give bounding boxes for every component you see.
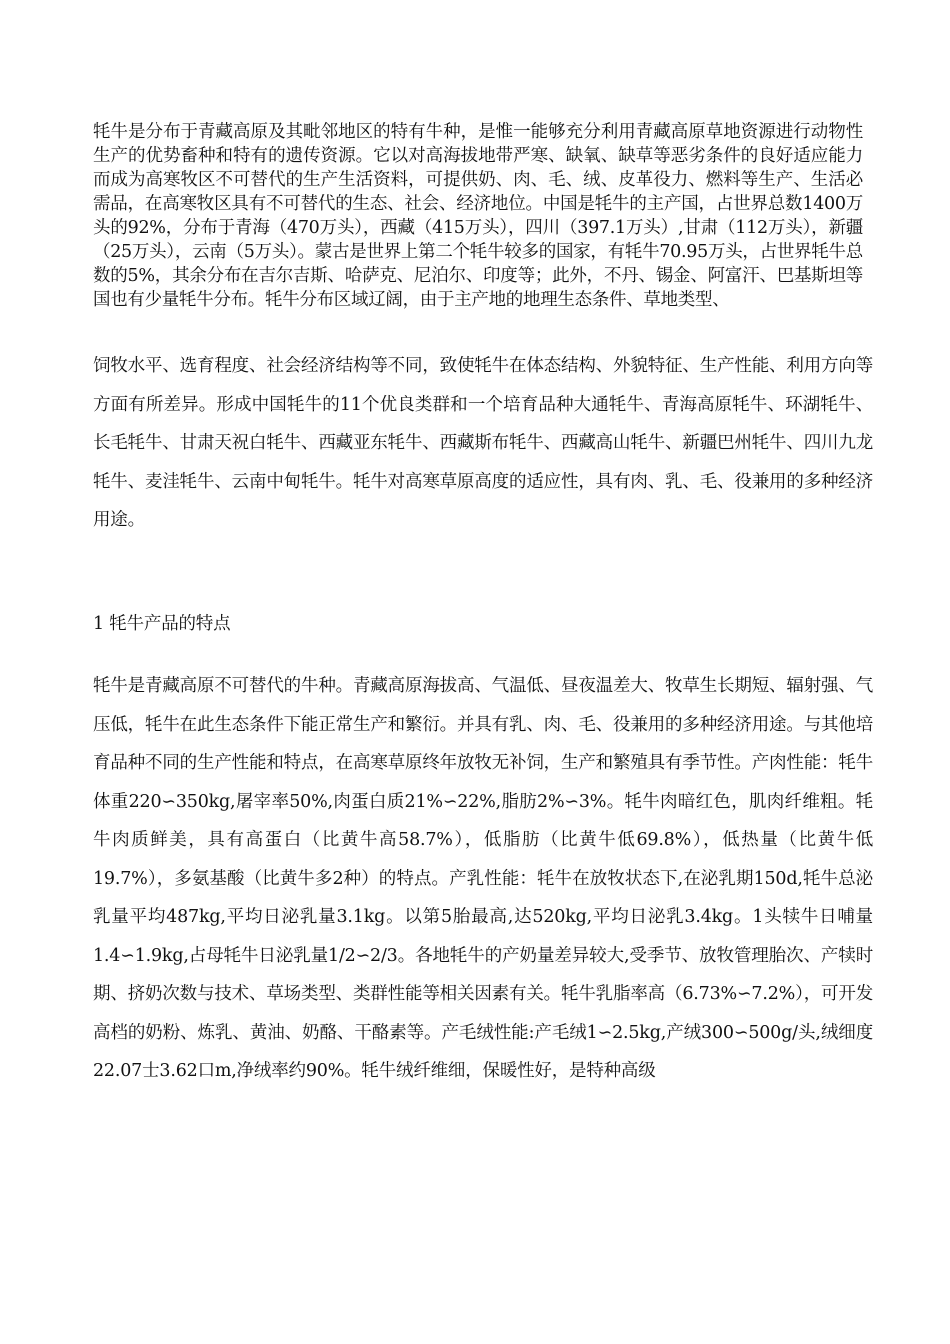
section-heading: 1 牦牛产品的特点 [93, 614, 231, 634]
main-paragraph: 牦牛是青藏高原不可替代的牛种。青藏高原海拔高、气温低、昼夜温差大、牧草生长期短、辐射强、气压低，牦牛在此生态条件下能正常生产和繁衍。并具有乳、肉、毛、役兼用的多种经济用途。与其他培育品种不同的生产性能和特点，在高寒草原终年放牧无补饲，生产和繁殖具有季节性。产肉性能：牦牛体重220∽350kg,屠宰率50%,肉蛋白质21%∽22%,脂肪2%∽3%。牦牛肉暗红色，肌肉纤维粗。牦牛肉质鲜美，具有高蛋白（比黄牛高58.7%），低脂肪（比黄牛低69.8%），低热量（比黄牛低19.7%），多氨基酸（比黄牛多2种）的特点。产乳性能：牦牛在放牧状态下,在泌乳期150d,牦牛总泌乳量平均487kg,平均日泌乳量3.1kg。以第5胎最高,达520kg,平均日泌乳3.4kg。1头犊牛日哺量1.4∽1.9kg,占母牦牛日泌乳量1/2∽2/3。各地牦牛的产奶量差异较大,受季节、放牧管理胎次、产犊时期、挤奶次数与技术、草场类型、类群性能等相关因素有关。牦牛乳脂率高（6.73%∽7.2%），可开发高档的奶粉、炼乳、黄油、奶酪、干酪素等。产毛绒性能:产毛绒1∽2.5kg,产绒300∽500g/头,绒细度22.07士3.62口m,净绒率约90%。牦牛绒纤维细，保暖性好，是特种高级 [93, 676, 873, 1081]
intro-paragraph: 牦牛是分布于青藏高原及其毗邻地区的特有牛种，是惟一能够充分利用青藏高原草地资源进行动物性生产的优势畜种和特有的遗传资源。它以对高海拔地带严寒、缺氧、缺草等恶劣条件的良好适应能力而成为高寒牧区不可替代的生产生活资料，可提供奶、肉、毛、绒、皮革役力、燃料等生产、生活必需品，在高寒牧区具有不可替代的生态、社会、经济地位。中国是牦牛的主产国，占世界总数1400万头的92%，分布于青海（470万头），西藏（415万头），四川（397.1万头）,甘肃（112万头），新疆（25万头），云南（5万头）。蒙古是世界上第二个牦牛较多的国家，有牦牛70.95万头，占世界牦牛总数的5%，其余分布在吉尔吉斯、哈萨克、尼泊尔、印度等；此外，不丹、锡金、阿富汗、巴基斯坦等国也有少量牦牛分布。牦牛分布区域辽阔，由于主产地的地理生态条件、草地类型、 [93, 122, 863, 310]
continued-paragraph: 饲牧水平、选育程度、社会经济结构等不同，致使牦牛在体态结构、外貌特征、生产性能、利用方向等方面有所差异。形成中国牦牛的11个优良类群和一个培育品种大通牦牛、青海高原牦牛、环湖牦牛、长毛牦牛、甘肃天祝白牦牛、西藏亚东牦牛、西藏斯布牦牛、西藏高山牦牛、新疆巴州牦牛、四川九龙牦牛、麦洼牦牛、云南中甸牦牛。牦牛对高寒草原高度的适应性，具有肉、乳、毛、役兼用的多种经济用途。 [93, 356, 873, 530]
